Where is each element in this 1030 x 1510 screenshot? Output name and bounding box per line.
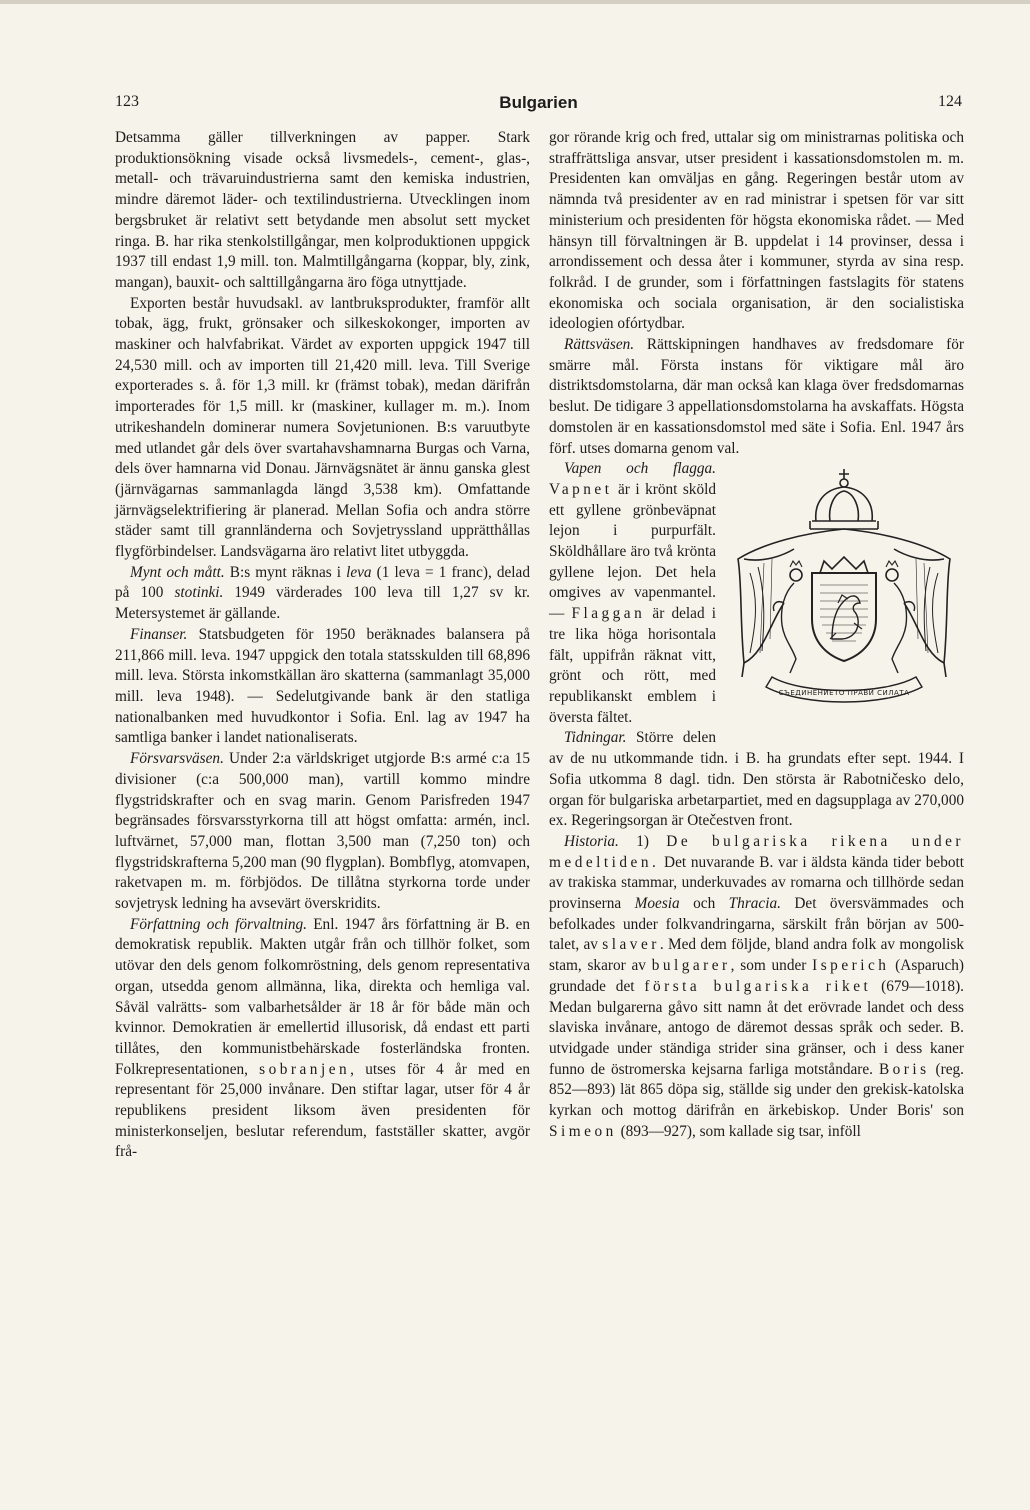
section-head-finance: Finanser. bbox=[130, 625, 188, 643]
paragraph-constitution: Författning och förvaltning. Enl. 1947 års författning är B. en demokratisk republik. Makten utgår från och tillhör folket, som utövar den dels genom folkomröstning, dels genom representativa organ, utsedda genom allmänna, lika, direkta och hemliga val. Såväl valrätts- som valbarhetsålder är 18 år för både män och kvinnor. Demokratien är emellertid illusorisk, då endast ett parti tillåtes, den kommunistbehärskade fosterländska fronten. Folkrepresentationen, sobranjen, utses för 4 år med en representant för 25,000 invånare. Den stiftar lagar, utser för 4 år republikens president liksom även presidenten för ministerkonseljen, beslutar referendum, fastställer skatter, avgör frå- bbox=[115, 915, 530, 1161]
emblem-motto: СЪЕДИНЕНИЕТО ПРАВИ СИЛАТА bbox=[778, 689, 910, 698]
paragraph-defence: Försvarsväsen. Under 2:a världskriget utgjorde B:s armé c:a 15 divisioner (c:a 500,000 man), vartill kommo mindre flygstridskrafter och en svag marin. Genom Parisfreden 1947 begränsades försvarsstyrkorna till att högst omfatta: armén, incl. luftvärnet, 57,000 man, flottan 3,500 man (7,250 ton) och flygstridskrafterna 5,200 man (90 flygplan). Bombflyg, atomvapen, raketvapen m. m. förbjödos. De tillåtna styrkorna torde under sovjetrysk ledning ha avsevärt överskridits. bbox=[115, 750, 530, 913]
section-head-defence: Försvarsväsen. bbox=[130, 750, 224, 768]
coat-of-arms-illustration bbox=[724, 463, 964, 725]
section-head-constitution: Författning och förvaltning. bbox=[130, 915, 307, 933]
section-head-justice: Rättsväsen. bbox=[564, 336, 635, 354]
paragraph-currency: Mynt och mått. B:s mynt räknas i leva (1 leva = 1 franc), delad på 100 stotinki. 1949 värderades 100 leva till 1,27 sv kr. Metersystemet är gällande. bbox=[115, 563, 530, 623]
page-number-left: 123 bbox=[115, 93, 139, 110]
paragraph-arms-flag: Vapen och flagga. СЪЕДИНЕНИЕТО ПРАВИ СИЛАТА Vapnet är i krönt sköld ett gyllene grönbeväpnat lejon i purpurfält. Sköldhållare äro två krönta gyllene lejon. Det hela omgives av vapenmantel. — Flaggan är delad i tre lika höga horisontala fält, uppifrån räknat vitt, grönt och rött, med republikanskt emblem i översta fältet. bbox=[549, 459, 964, 728]
paragraph-government: gor rörande krig och fred, uttalar sig om ministrarnas politiska och straffrättsliga ansvar, utser president i kassationsdomstolen m. m. Presidenten kan omväljas en gång. Regeringen består utom av nämnda två presidenter av en rad ministrar i spetsen för var sitt ministerium och presidenten för högsta ekonomiska rådet. — Med hänsyn till förvaltningen är B. uppdelat i 14 provinser, dessa i arrondissement och dessa åter i kommuner, styrda av sina resp. folkråd. I de grunder, som i författningen fastslagits för statens ekonomiska och sociala organisation, är den socialistiska ideologien ofórtydbar. bbox=[549, 129, 964, 333]
page-top-edge bbox=[0, 0, 1030, 4]
paragraph-export: Exporten består huvudsakl. av lantbruksprodukter, framför allt tobak, ägg, frukt, grönsaker och silkeskokonger, importen av maskiner och halvfabrikat. Värdet av exporten uppgick 1947 till 24,530 mill. och av importen till 21,420 mill. leva. Till Sverige exporterades s. å. för 1,3 mill. kr (främst tobak), medan därifrån importerades för 1,5 mill. kr (maskiner, kullager m. m.). Inom utrikeshandeln dominerar numera Sovjetunionen. B:s varuutbyte med utlandet går dels över svartahavshamnarna Burgas och Varna, dels över hamnarna vid Donau. Järnvägsnätet är ännu ganska glest (järnvägarnas sammanlagda längd 3,538 km). Omfattande järnvägselektrifiering är planerad. Mellan Sofia och andra större städer samt till grannländerna och Sovjetryssland upprätthållas flygförbindelser. Landsvägarna äro relativt litet utbyggda. bbox=[115, 294, 530, 561]
left-column bbox=[115, 128, 530, 1163]
page-header bbox=[115, 93, 962, 117]
paragraph-justice: Rättsväsen. Rättskipningen handhaves av fredsdomare för smärre mål. Första instans för viktigare mål äro distriktsdomstolarna, där man också kan klaga över fredsdomarnas beslut. De tidigare 3 appellationsdomstolarna ha avskaffats. Högsta domstolen är en kassationsdomstol med säte i Sofia. Enl. 1947 års förf. utses domarna genom val. bbox=[549, 336, 964, 457]
right-column bbox=[549, 128, 964, 1142]
paragraph-newspapers: Tidningar. Större delen av de nu utkommande tidn. i B. ha grundats efter sept. 1944. I Sofia utkomma 8 dagl. tidn. Den största är Rabotničesko delo, organ för bulgariska arbetarpartiet, med en dagsupplaga av 270,000 ex. Regeringsorgan är Otečestven front. bbox=[549, 729, 964, 830]
paragraph-history: Historia. 1) De bulgariska rikena under medeltiden. Det nuvarande B. var i äldsta kända tider bebott av trakiska stammar, underkuvades av romarna och tillhörde sedan provinserna Moesia och Thracia. Det översvämmades och befolkades under folkvandringarna, särskilt från början av 500-talet, av slaver. Med dem följde, bland andra folk av mongolisk stam, skaror av bulgarer, som under Isperich (Asparuch) grundade det första bulgariska riket (679—1018). Medan bulgarerna gåvo sitt namn åt det erövrade landet och dess slaviska invånare, antogo de däremot dessas språk och seder. B. utvidgade under ständiga strider sina gränser, och i dess kaner funno de östromerska kejsarna farliga motståndare. Boris (reg. 852—893) lät 865 döpa sig, ställde sig under den grekisk-katolska kyrkan och mottog därifrån en ärkebiskop. Under Boris' son Simeon (893—927), som kallade sig tsar, inföll bbox=[549, 832, 964, 1140]
section-head-currency: Mynt och mått. bbox=[130, 563, 225, 581]
paragraph-industry: Detsamma gäller tillverkningen av papper. Stark produktionsökning visade också livsmedels-, cement-, glas-, metall- och trävaruindustrierna samt den kemiska industrien, mindre däremot läder- och textilindustrierna. Utvecklingen inom bergsbruket är relativt sett betydande men absolut sett mycket ringa. B. har rika stenkolstillgångar, men kolproduktionen uppgick 1937 till endast 1,9 mill. ton. Malmtillgångarna (koppar, bly, zink, mangan), bauxit- och salttillgångarna äro föga utnyttjade. bbox=[115, 129, 530, 291]
section-head-history: Historia. bbox=[564, 832, 619, 850]
coat-of-arms-icon bbox=[724, 463, 964, 725]
paragraph-finance: Finanser. Statsbudgeten för 1950 beräknades balansera på 211,866 mill. leva. 1947 uppgick den totala statsskulden till 68,896 mill. leva. Största inkomstkällan äro skatterna (sammanlagt 35,000 mill. leva 1948). — Sedelutgivande bank är den statliga nationalbanken med huvudkontor i Sofia. Enl. lag av 1947 ha samtliga banker i landet nationaliserats. bbox=[115, 625, 530, 747]
section-head-newspapers: Tidningar. bbox=[564, 729, 627, 747]
page-number-right: 124 bbox=[938, 93, 962, 110]
running-title: Bulgarien bbox=[499, 93, 578, 112]
section-head-arms: Vapen och flagga. bbox=[564, 460, 716, 478]
